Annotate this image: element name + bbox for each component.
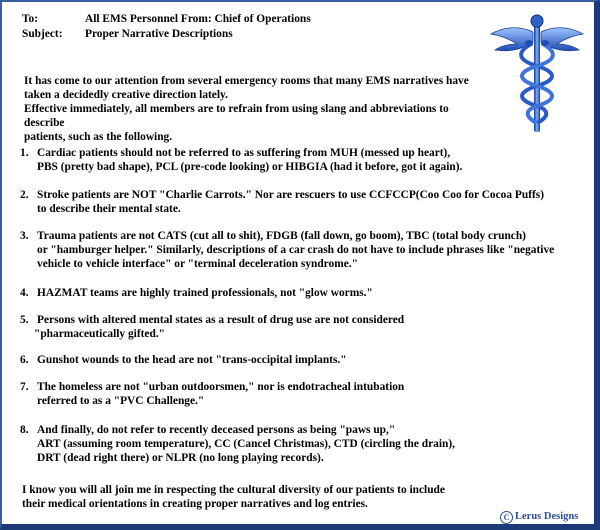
list-item-2 bbox=[20, 188, 588, 216]
item-number: 6. bbox=[20, 354, 29, 366]
subject-label: Subject: bbox=[22, 28, 63, 40]
item-line: The homeless are not "urban outdoorsmen," nor is endotracheal intubation bbox=[37, 381, 405, 393]
memo-header bbox=[22, 12, 462, 42]
copyright-text: Lerus Designs bbox=[515, 511, 579, 522]
caduceus-icon bbox=[487, 8, 587, 136]
list-item-3 bbox=[20, 229, 588, 271]
item-line: Cardiac patients should not be referred to as suffering from MUH (messed up heart), bbox=[37, 147, 451, 159]
closing-line: their medical orientations in creating proper narratives and log entries. bbox=[22, 498, 368, 510]
item-line: or "hamburger helper." Similarly, descriptions of a car crash do not have to include phrases like "negative bbox=[37, 244, 555, 256]
item-line: HAZMAT teams are highly trained professionals, not "glow worms." bbox=[37, 287, 373, 299]
list-item-7 bbox=[20, 380, 588, 408]
list-item-8 bbox=[20, 423, 588, 465]
closing-paragraph bbox=[22, 483, 582, 511]
item-line: referred to as a "PVC Challenge." bbox=[37, 395, 205, 407]
item-number: 3. bbox=[20, 230, 29, 242]
to-row bbox=[22, 12, 462, 27]
list-item-6 bbox=[20, 353, 588, 367]
item-line: Gunshot wounds to the head are not "trans-occipital implants." bbox=[37, 354, 347, 366]
intro-line: patients, such as the following. bbox=[24, 131, 173, 143]
item-line: DRT (dead right there) or NLPR (no long playing records). bbox=[37, 452, 324, 464]
subject-value: Proper Narrative Descriptions bbox=[85, 28, 233, 40]
intro-line: Effective immediately, all members are to refrain from using slang and abbreviations to describe bbox=[24, 103, 449, 129]
item-number: 2. bbox=[20, 189, 29, 201]
item-line: ART (assuming room temperature), CC (Cancel Christmas), CTD (circling the drain), bbox=[37, 438, 455, 450]
list-item-1 bbox=[20, 146, 588, 174]
item-number: 1. bbox=[20, 147, 29, 159]
list-item-4 bbox=[20, 286, 588, 300]
item-line: "pharmaceutically gifted." bbox=[34, 328, 165, 340]
item-line: Trauma patients are not CATS (cut all to shit), FDGB (fall down, go boom), TBC (total body crunch) bbox=[37, 230, 526, 242]
to-value: All EMS Personnel From: Chief of Operations bbox=[85, 13, 311, 25]
item-line: Stroke patients are NOT "Charlie Carrots." Nor are rescuers to use CCFCCP(Coo Coo for Cocoa Puffs) bbox=[37, 189, 545, 201]
item-number: 8. bbox=[20, 424, 29, 436]
closing-line: I know you will all join me in respecting the cultural diversity of our patients to include bbox=[22, 484, 445, 496]
intro-paragraph bbox=[22, 74, 492, 144]
item-line: PBS (pretty bad shape), PCL (pre-code looking) or HIBGIA (had it before, got it again). bbox=[37, 161, 463, 173]
copyright-icon: C bbox=[500, 511, 513, 524]
item-line: Persons with altered mental states as a result of drug use are not considered bbox=[37, 314, 405, 326]
intro-line: It has come to our attention from several emergency rooms that many EMS narratives have bbox=[24, 75, 469, 87]
item-line: to describe their mental state. bbox=[37, 203, 181, 215]
item-line: vehicle to vehicle interface" or "terminal deceleration syndrome." bbox=[37, 258, 358, 270]
intro-line: taken a decidedly creative direction lately. bbox=[24, 89, 228, 101]
item-number: 7. bbox=[20, 381, 29, 393]
item-number: 4. bbox=[20, 287, 29, 299]
item-number: 5. bbox=[20, 314, 29, 326]
list-item-5 bbox=[20, 313, 588, 341]
copyright-notice bbox=[500, 510, 578, 524]
item-line: And finally, do not refer to recently deceased persons as being "paws up," bbox=[37, 424, 396, 436]
to-label: To: bbox=[22, 13, 39, 25]
subject-row bbox=[22, 27, 462, 42]
